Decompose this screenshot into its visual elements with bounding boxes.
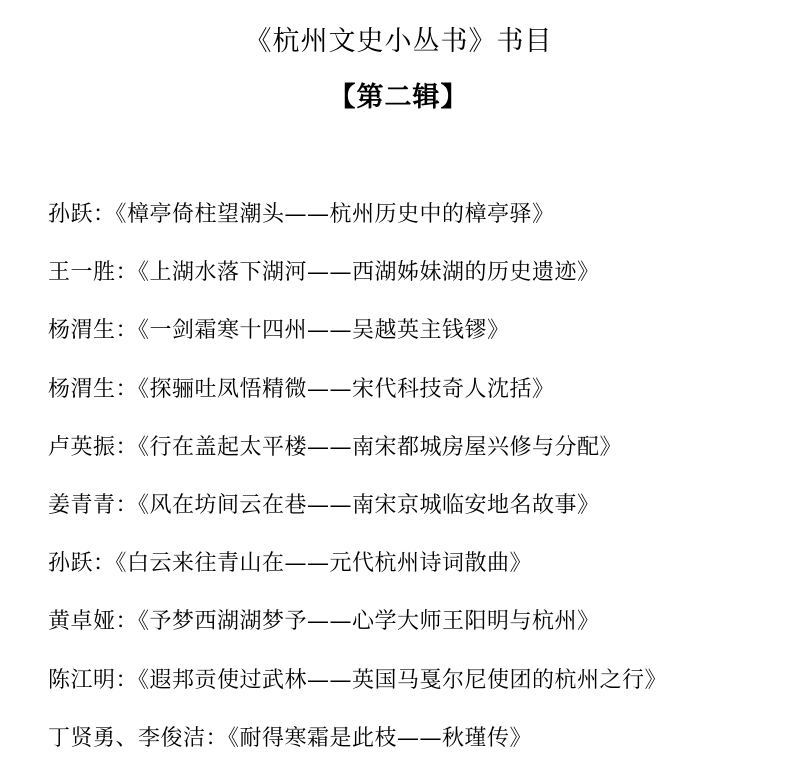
book-entry: 杨渭生：《一剑霜寒十四州——吴越英主钱镠》 xyxy=(48,318,510,344)
book-entry: 丁贤勇、李俊洁：《耐得寒霜是此枝——秋瑾传》 xyxy=(48,725,533,751)
book-entry: 王一胜：《上湖水落下湖河——西湖姊妹湖的历史遗迹》 xyxy=(48,260,600,286)
book-list xyxy=(48,196,667,778)
book-entry: 孙跃：《白云来往青山在——元代杭州诗词散曲》 xyxy=(48,551,533,577)
book-entry: 孙跃：《樟亭倚柱望潮头——杭州历史中的樟亭驿》 xyxy=(48,202,555,227)
book-entry: 姜青青：《风在坊间云在巷——南宋京城临安地名故事》 xyxy=(48,492,600,518)
book-entry: 陈江明：《遐邦贡使过武林——英国马戛尔尼使团的杭州之行》 xyxy=(48,667,668,693)
book-entry: 杨渭生：《探骊吐凤悟精微——宋代科技奇人沈括》 xyxy=(48,376,555,402)
book-entry: 黄卓娅：《予梦西湖湖梦予——心学大师王阳明与杭州》 xyxy=(48,609,600,635)
book-entry: 卢英振：《行在盖起太平楼——南宋都城房屋兴修与分配》 xyxy=(48,434,623,460)
page-title: 《杭州文史小丛书》书目 xyxy=(244,26,553,57)
page-subtitle: 【第二辑】 xyxy=(328,82,469,113)
